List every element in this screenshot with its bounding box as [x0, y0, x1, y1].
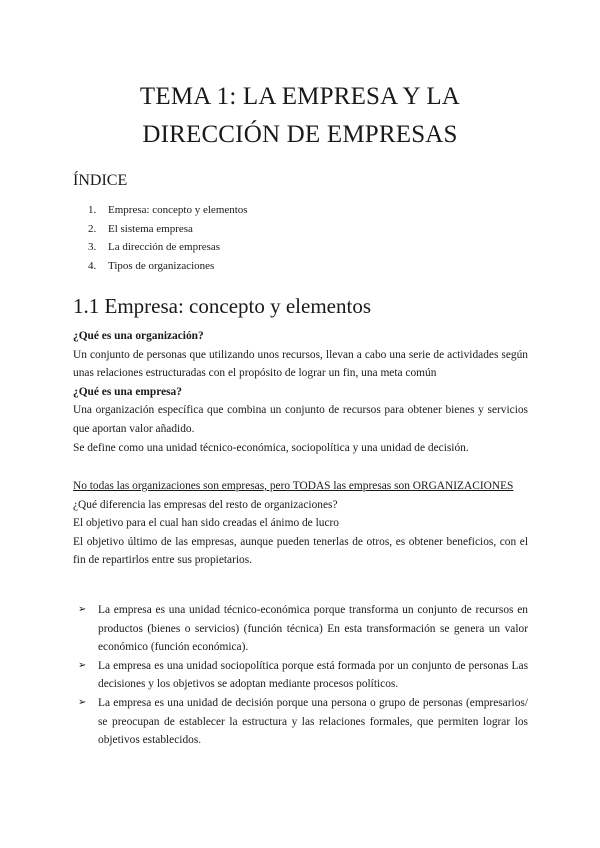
section-heading: 1.1 Empresa: concepto y elementos — [73, 294, 371, 318]
arrow-bullet-icon: ➢ — [78, 604, 87, 615]
question-organizacion: ¿Qué es una organización? — [73, 330, 204, 342]
list-item-text: La empresa es una unidad técnico-económica porque transforma un conjunto de recursos en productos (bienes o servicios) (función técnica) En esta transformación se genera un valor económico (función económica). — [98, 604, 528, 654]
answer-empresa: Una organización específica que combina un conjunto de recursos para obtener bienes y servicios que aportan valor añadido. — [73, 404, 528, 435]
index-heading: ÍNDICE — [73, 172, 128, 189]
toc-item-label: El sistema empresa — [108, 222, 193, 235]
paragraph-objetivo: El objetivo para el cual han sido creadas el ánimo de lucro — [73, 517, 339, 530]
section-body-2 — [73, 477, 528, 570]
toc-item: 3. La dirección de empresas — [88, 241, 221, 253]
toc-item-label: Tipos de organizaciones — [108, 259, 215, 272]
bullet-list — [78, 601, 528, 750]
toc-item: 2. El sistema empresa — [88, 222, 193, 235]
list-item-text: La empresa es una unidad sociopolítica porque está formada por un conjunto de personas Las decisiones y los objetivos se adoptan mediante procesos políticos. — [98, 659, 528, 691]
key-statement: No todas las organizaciones son empresas, pero TODAS las empresas son ORGANIZACIONES — [73, 480, 514, 492]
toc-item: 4. Tipos de organizaciones — [88, 259, 215, 272]
toc-item-label: La dirección de empresas — [108, 241, 221, 253]
toc-item: 1. Empresa: concepto y elementos — [88, 204, 248, 216]
definition-empresa: Se define como una unidad técnico-económica, sociopolítica y una unidad de decisión. — [73, 441, 469, 454]
question-empresa: ¿Qué es una empresa? — [73, 385, 182, 398]
title-line-1: TEMA 1: LA EMPRESA Y LA — [139, 83, 461, 110]
page-title — [0, 78, 600, 154]
list-item — [78, 694, 528, 750]
question-diferencia: ¿Qué diferencia las empresas del resto de organizaciones? — [73, 498, 338, 511]
paragraph-objetivo-ultimo: El objetivo último de las empresas, aunque pueden tenerlas de otros, es obtener beneficios, con el fin de repartirlos entre sus propietarios. — [73, 535, 528, 567]
table-of-contents — [88, 201, 248, 275]
toc-item-label: Empresa: concepto y elementos — [108, 204, 248, 216]
list-item — [78, 657, 528, 694]
arrow-bullet-icon: ➢ — [78, 659, 87, 671]
arrow-bullet-icon: ➢ — [78, 696, 87, 708]
list-item — [78, 601, 528, 657]
list-item-text: La empresa es una unidad de decisión porque una persona o grupo de personas (empresarios/ se preocupan de establecer la estructura y las relaciones formales, que permiten lograr los objetivos establecidos. — [98, 696, 528, 747]
section-body-1 — [73, 327, 528, 457]
title-line-2: DIRECCIÓN DE EMPRESAS — [142, 121, 458, 148]
answer-organizacion: Un conjunto de personas que utilizando unos recursos, llevan a cabo una serie de actividades según unas relaciones estructuradas con el propósito de lograr un fin, una meta común — [73, 348, 528, 380]
